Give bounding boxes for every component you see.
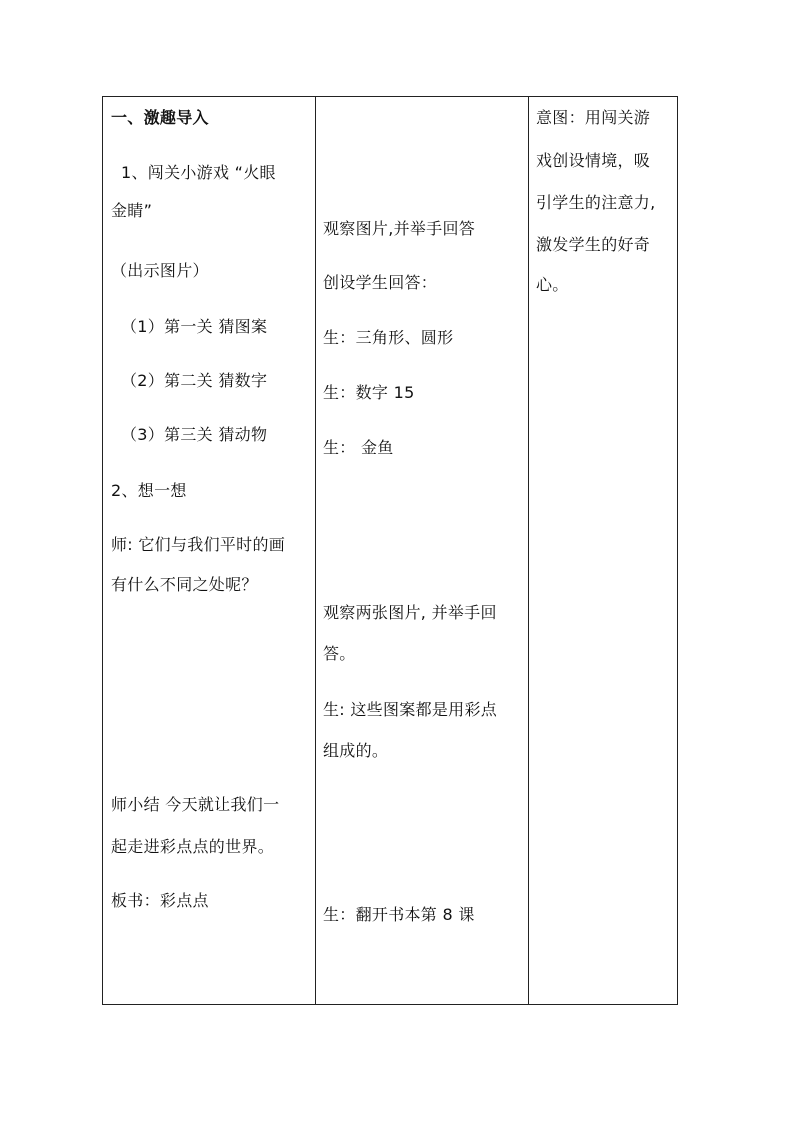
teacher-summary-line2: 起走进彩点点的世界。 bbox=[111, 837, 275, 856]
intent-line2: 戏创设情境，吸 bbox=[536, 151, 651, 170]
teacher-question-line1: 师: 它们与我们平时的画 bbox=[111, 535, 286, 554]
column-divider-2 bbox=[528, 97, 529, 1004]
intent-line4: 激发学生的好奇 bbox=[536, 235, 651, 254]
teacher-summary-line1: 师小结 今天就让我们一 bbox=[111, 795, 280, 814]
level-2-text: （2）第二关 猜数字 bbox=[121, 371, 268, 390]
student-answer-4-line1: 生: 这些图案都是用彩点 bbox=[323, 700, 498, 719]
game-item-line1: 1、闯关小游戏 “火眼 bbox=[121, 163, 276, 182]
section-heading: 一、激趣导入 bbox=[111, 108, 209, 127]
game-item-line2: 金睛” bbox=[111, 201, 153, 220]
level-1-text: （1）第一关 猜图案 bbox=[121, 317, 268, 336]
lesson-plan-table bbox=[102, 96, 678, 1005]
observe-pictures-text: 观察图片,并举手回答 bbox=[323, 219, 476, 238]
student-answer-1: 生：三角形、圆形 bbox=[323, 328, 454, 347]
intent-line1: 意图：用闯关游 bbox=[536, 108, 651, 127]
student-answer-2: 生：数字 15 bbox=[323, 383, 415, 402]
observe-two-pictures-line2: 答。 bbox=[323, 644, 356, 663]
show-pictures-text: （出示图片） bbox=[111, 261, 209, 280]
answer-prompt-text: 创设学生回答： bbox=[323, 273, 438, 292]
level-3-text: （3）第三关 猜动物 bbox=[121, 425, 268, 444]
student-answer-5: 生：翻开书本第 8 课 bbox=[323, 905, 475, 924]
observe-two-pictures-line1: 观察两张图片, 并举手回 bbox=[323, 603, 497, 622]
intent-line5: 心。 bbox=[536, 275, 569, 294]
student-answer-4-line2: 组成的。 bbox=[323, 741, 389, 760]
teacher-question-line2: 有什么不同之处呢？ bbox=[111, 575, 258, 594]
intent-line3: 引学生的注意力, bbox=[536, 193, 656, 212]
think-item-text: 2、想一想 bbox=[111, 481, 187, 500]
column-divider-1 bbox=[315, 97, 316, 1004]
student-answer-3: 生： 金鱼 bbox=[323, 438, 394, 457]
board-writing-text: 板书：彩点点 bbox=[111, 891, 209, 910]
